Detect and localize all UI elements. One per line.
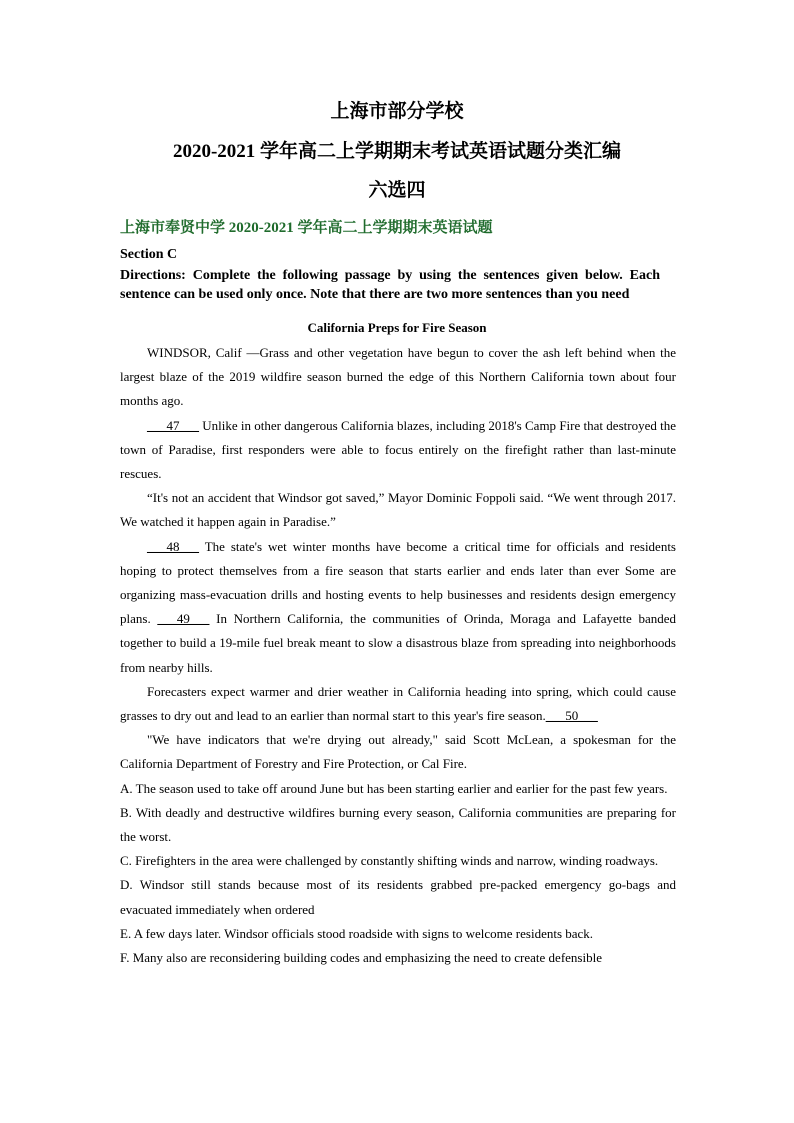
paragraph-5-text: Forecasters expect warmer and drier weather in California heading into spring, which could cause grasses to dry out and lead to an earlier than normal start to this year's fire season.: [120, 683, 676, 724]
option-d: D. Windsor still stands because most of its residents grabbed pre-packed emergency go-bags and evacuated immediately when ordered: [120, 877, 676, 917]
option-e: E. A few days later. Windsor officials stood roadside with signs to welcome residents back.: [120, 925, 594, 941]
paragraph-2-text: Unlike in other dangerous California blazes, including 2018's Camp Fire that destroyed the town of Paradise, first responders were able to focus entirely on the firefight rather than last-minute rescues.: [120, 417, 676, 482]
paragraph-1: WINDSOR, Calif —Grass and other vegetation have begun to cover the ash left behind when the largest blaze of the 2019 wildfire season burned the edge of this Northern California town about four months ago.: [120, 345, 676, 409]
blank-50: ___50___: [545, 708, 598, 724]
document-title-line-3: 六选四: [368, 180, 426, 201]
option-a: A. The season used to take off around June but has been starting earlier and earlier for the past few years.: [120, 780, 668, 796]
paragraph-3: “It's not an accident that Windsor got saved,” Mayor Dominic Foppoli said. “We went through 2017. We watched it happen again in Paradise.”: [120, 490, 676, 530]
document-title-line-2: 2020-2021 学年高二上学期期末考试英语试题分类汇编: [172, 141, 622, 162]
option-c: C. Firefighters in the area were challenged by constantly shifting winds and narrow, winding roadways.: [120, 853, 659, 869]
school-heading: 上海市奉贤中学 2020-2021 学年高二上学期期末英语试题: [120, 220, 493, 236]
paragraph-6: "We have indicators that we're drying out already," said Scott McLean, a spokesman for the California Department of Forestry and Fire Protection, or Cal Fire.: [120, 732, 676, 772]
paragraph-4-text-a: The state's wet winter months have become a critical time for officials and residents hoping to protect themselves from a fire season that starts earlier and ends later than ever Some are organizing mass-evacuation drills and hosting events to help businesses and residents design emergency plans.: [120, 538, 676, 627]
blank-47: ___47___: [147, 417, 199, 433]
paragraph-2: [120, 414, 676, 487]
section-label: Section C: [120, 247, 178, 262]
paragraph-5: [120, 680, 676, 728]
option-f: F. Many also are reconsidering building codes and emphasizing the need to create defensible: [120, 950, 602, 966]
directions: Directions: Complete the following passage by using the sentences given below. Each sentence can be used only once. Note that there are two more sentences than you need: [120, 268, 660, 302]
paragraph-4-text-b: In Northern California, the communities of Orinda, Moraga and Lafayette banded together to build a 19-mile fuel break meant to slow a disastrous blaze from spreading into neighborhoods from nearby hills.: [120, 611, 676, 675]
document-title-line-1: 上海市部分学校: [330, 101, 464, 122]
blank-48: ___48___: [147, 538, 199, 554]
blank-49: ___49___: [157, 611, 210, 627]
paragraph-4: [120, 535, 676, 680]
option-b: B. With deadly and destructive wildfires burning every season, California communities are preparing for the worst.: [120, 804, 676, 845]
passage-body: [120, 341, 676, 970]
passage-title: California Preps for Fire Season: [307, 320, 487, 335]
